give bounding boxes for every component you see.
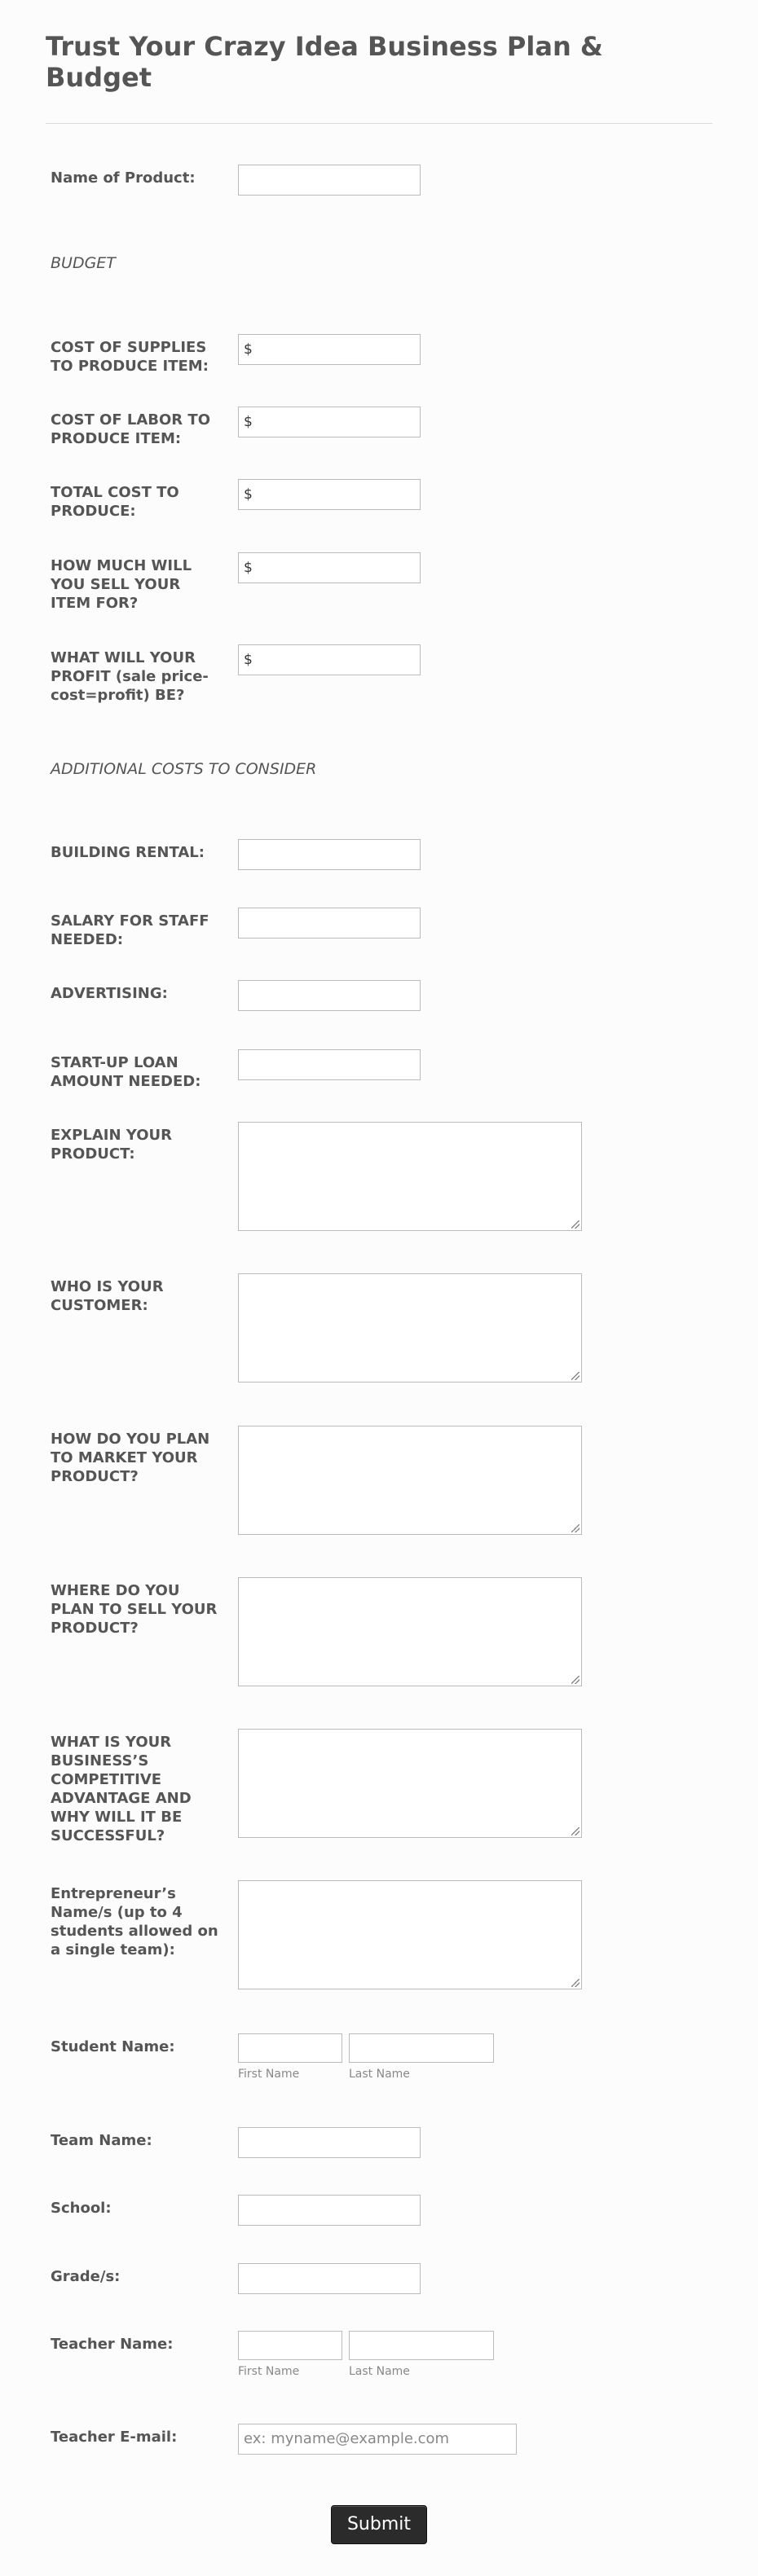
total-cost-input[interactable] xyxy=(238,479,421,510)
resize-handle-icon[interactable] xyxy=(571,1372,580,1380)
school-label: School: xyxy=(51,2200,112,2217)
teacher-name-label: Teacher Name: xyxy=(51,2336,174,2353)
form-title: Trust Your Crazy Idea Business Plan & Budget xyxy=(46,31,603,93)
title-divider xyxy=(46,123,712,124)
student-last-name-sublabel: Last Name xyxy=(349,2068,410,2081)
salary-input[interactable] xyxy=(238,908,421,939)
teacher-first-name-sublabel: First Name xyxy=(238,2365,300,2378)
school-input[interactable] xyxy=(238,2195,421,2226)
grades-label: Grade/s: xyxy=(51,2268,121,2285)
advertising-input[interactable] xyxy=(238,980,421,1011)
entrepreneur-names-label: Entrepreneur’s Name/s (up to 4 students allowed on a single team): xyxy=(51,1885,218,1958)
resize-handle-icon[interactable] xyxy=(571,1827,580,1835)
team-name-label: Team Name: xyxy=(51,2132,152,2149)
market-plan-label: HOW DO YOU PLAN TO MARKET YOUR PRODUCT? xyxy=(51,1431,210,1485)
salary-label: SALARY FOR STAFF NEEDED: xyxy=(51,912,209,948)
customer-label: WHO IS YOUR CUSTOMER: xyxy=(51,1278,164,1314)
explain-product-label: EXPLAIN YOUR PRODUCT: xyxy=(51,1127,172,1163)
startup-loan-label: START-UP LOAN AMOUNT NEEDED: xyxy=(51,1054,201,1090)
teacher-first-name-input[interactable] xyxy=(238,2331,342,2360)
currency-symbol: $ xyxy=(244,560,253,576)
submit-button[interactable]: Submit xyxy=(331,2505,427,2544)
building-rental-label: BUILDING RENTAL: xyxy=(51,844,205,861)
name-of-product-label: Name of Product: xyxy=(51,169,196,187)
student-name-label: Student Name: xyxy=(51,2038,175,2055)
teacher-email-input[interactable]: ex: myname@example.com xyxy=(238,2424,517,2455)
grades-input[interactable] xyxy=(238,2263,421,2294)
startup-loan-input[interactable] xyxy=(238,1049,421,1080)
resize-handle-icon[interactable] xyxy=(571,1220,580,1229)
student-last-name-input[interactable] xyxy=(349,2033,494,2063)
teacher-email-label: Teacher E-mail: xyxy=(51,2429,178,2446)
name-of-product-input[interactable] xyxy=(238,165,421,196)
competitive-advantage-textarea[interactable] xyxy=(238,1729,582,1838)
market-plan-textarea[interactable] xyxy=(238,1426,582,1535)
currency-symbol: $ xyxy=(244,341,253,358)
building-rental-input[interactable] xyxy=(238,839,421,870)
student-first-name-input[interactable] xyxy=(238,2033,342,2063)
sell-price-label: HOW MUCH WILL YOU SELL YOUR ITEM FOR? xyxy=(51,557,192,612)
profit-label: WHAT WILL YOUR PROFIT (sale price-cost=profit) BE? xyxy=(51,649,209,704)
currency-symbol: $ xyxy=(244,414,253,430)
sell-price-input[interactable] xyxy=(238,552,421,583)
currency-symbol: $ xyxy=(244,652,253,668)
resize-handle-icon[interactable] xyxy=(571,1979,580,1987)
resize-handle-icon[interactable] xyxy=(571,1676,580,1684)
explain-product-textarea[interactable] xyxy=(238,1122,582,1231)
advertising-label: ADVERTISING: xyxy=(51,985,168,1002)
entrepreneur-names-textarea[interactable] xyxy=(238,1880,582,1989)
additional-costs-heading: ADDITIONAL COSTS TO CONSIDER xyxy=(51,760,317,778)
student-first-name-sublabel: First Name xyxy=(238,2068,300,2081)
cost-of-labor-label: COST OF LABOR TO PRODUCE ITEM: xyxy=(51,411,211,447)
competitive-advantage-label: WHAT IS YOUR BUSINESS’S COMPETITIVE ADVANTAGE AND WHY WILL IT BE SUCCESSFUL? xyxy=(51,1734,192,1844)
total-cost-label: TOTAL COST TO PRODUCE: xyxy=(51,484,179,520)
team-name-input[interactable] xyxy=(238,2127,421,2158)
teacher-last-name-input[interactable] xyxy=(349,2331,494,2360)
teacher-last-name-sublabel: Last Name xyxy=(349,2365,410,2378)
budget-heading: BUDGET xyxy=(51,254,116,272)
sell-location-textarea[interactable] xyxy=(238,1577,582,1686)
cost-of-labor-input[interactable] xyxy=(238,407,421,437)
profit-input[interactable] xyxy=(238,644,421,675)
cost-of-supplies-input[interactable] xyxy=(238,334,421,365)
sell-location-label: WHERE DO YOU PLAN TO SELL YOUR PRODUCT? xyxy=(51,1582,218,1637)
currency-symbol: $ xyxy=(244,486,253,503)
cost-of-supplies-label: COST OF SUPPLIES TO PRODUCE ITEM: xyxy=(51,339,209,375)
resize-handle-icon[interactable] xyxy=(571,1524,580,1532)
customer-textarea[interactable] xyxy=(238,1273,582,1383)
